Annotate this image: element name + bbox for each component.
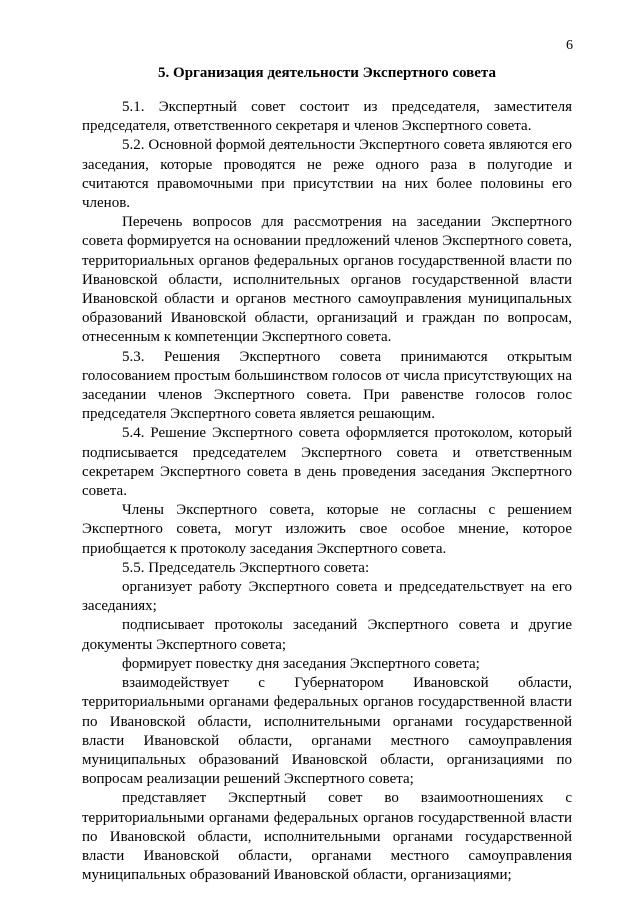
paragraph-5-2: 5.2. Основной формой деятельности Экспертного совета являются его заседания, которые проводятся не реже одного раза в полугодие и считаются правомочными при присутствии на них более половины его членов. [82,137,572,212]
section-title: 5. Организация деятельности Экспертного совета [158,65,496,81]
chairman-duty-signs: подписывает протоколы заседаний Экспертного совета и другие документы Экспертного совета; [82,617,572,653]
chairman-duty-represents: представляет Экспертный совет во взаимоотношениях с территориальными органами федеральных органов государственной власти по Ивановской области, исполнительными органами государственной власти Ивановской области, органами местного самоуправления муниципальных образований Ивановской области, организациями; [82,790,572,884]
chairman-duty-interacts: взаимодействует с Губернатором Ивановской области, территориальными органами федеральных органов государственной власти по Ивановской области, исполнительными органами государственной власти Ивановской области, органами местного самоуправления муниципальных образований Ивановской области, организациями по вопросам реализации решений Экспертного совета; [82,675,572,788]
paragraph-agenda-list: Перечень вопросов для рассмотрения на заседании Экспертного совета формируется на основании предложений членов Экспертного совета, территориальных органов федеральных органов государственной власти по Ивановской области, исполнительных органов государственной власти Ивановской области и органов местного самоуправления муниципальных образований Ивановской области, организаций и граждан по вопросам, отнесенным к компетенции Экспертного совета. [82,214,572,346]
chairman-duty-organizes: организует работу Экспертного совета и председательствует на его заседаниях; [82,579,572,615]
section-body [82,98,572,885]
paragraph-5-5: 5.5. Председатель Экспертного совета: [122,559,370,576]
paragraph-5-3: 5.3. Решения Экспертного совета принимаются открытым голосованием простым большинством голосов от числа присутствующих на заседании членов Экспертного совета. При равенстве голосов голос председателя Экспертного совета является решающим. [82,348,572,423]
chairman-duty-agenda: формирует повестку дня заседания Экспертного совета; [122,655,480,672]
paragraph-5-1: 5.1. Экспертный совет состоит из председателя, заместителя председателя, ответственного секретаря и членов Экспертного совета. [82,99,572,135]
page-number: 6 [566,38,573,53]
paragraph-5-4: 5.4. Решение Экспертного совета оформляется протоколом, который подписывается председателем Экспертного совета и ответственным секретарем Экспертного совета в день проведения заседания Экспертного совета. [82,425,572,500]
paragraph-dissenting-opinion: Члены Экспертного совета, которые не согласны с решением Экспертного совета, могут изложить свое особое мнение, которое приобщается к протоколу заседания Экспертного совета. [82,502,572,557]
